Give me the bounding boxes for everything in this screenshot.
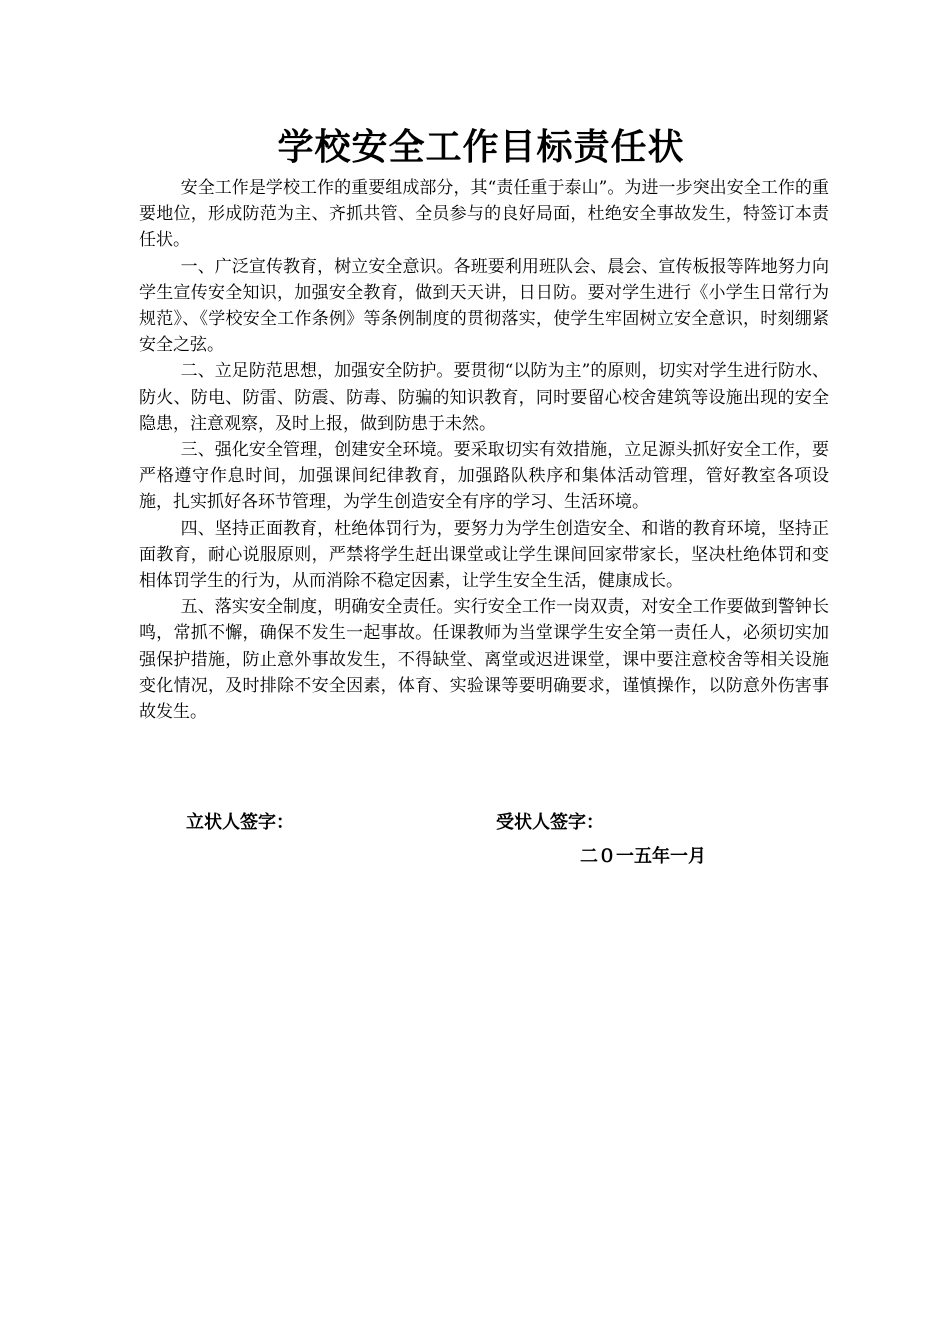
document-title: 学校安全工作目标责任状 <box>277 127 685 168</box>
paragraph-item-1: 一、广泛宣传教育，树立安全意识。各班要利用班队会、晨会、宣传板报等阵地努力向学生宣传安全知识，加强安全教育，做到天天讲，日日防。要对学生进行《小学生日常行为规范》、《学校安全工作条例》等条例制度的贯彻落实，使学生牢固树立安全意识，时刻绷紧安全之弦。 <box>139 256 829 356</box>
paragraph-item-5: 五、落实安全制度，明确安全责任。实行安全工作一岗双责，对安全工作要做到警钟长鸣，常抓不懈，确保不发生一起事故。任课教师为当堂课学生安全第一责任人，必须切实加强保护措施，防止意外事故发生，不得缺堂、离堂或迟进课堂，课中要注意校舍等相关设施变化情况，及时排除不安全因素，体育、实验课等要明确要求，谨慎操作，以防意外伤害事故发生。 <box>139 597 829 723</box>
paragraph-item-2: 二、立足防范思想，加强安全防护。要贯彻“以防为主”的原则，切实对学生进行防水、防火、防电、防雷、防震、防毒、防骗的知识教育，同时要留心校舍建筑等设施出现的安全隐患，注意观察，及时上报，做到防患于未然。 <box>139 361 829 434</box>
paragraph-intro: 安全工作是学校工作的重要组成部分，其“责任重于泰山”。为进一步突出安全工作的重要地位，形成防范为主、齐抓共管、全员参与的良好局面，杜绝安全事故发生，特签订本责任状。 <box>139 178 829 251</box>
signature-row <box>0 808 950 838</box>
document-body <box>139 175 829 725</box>
paragraph-item-3: 三、强化安全管理，创建安全环境。要采取切实有效措施，立足源头抓好安全工作，要严格遵守作息时间，加强课间纪律教育，加强路队秩序和集体活动管理，管好教室各项设施，扎实抓好各环节管理，为学生创造安全有序的学习、生活环境。 <box>139 440 829 513</box>
signer-signature-label: 立状人签字： <box>186 812 294 833</box>
recipient-signature-label: 受状人签字： <box>496 812 604 833</box>
document-date: 二０一五年一月 <box>580 846 706 867</box>
paragraph-item-4: 四、坚持正面教育，杜绝体罚行为，要努力为学生创造安全、和谐的教育环境，坚持正面教育，耐心说服原则，严禁将学生赶出课堂或让学生课间回家带家长，坚决杜绝体罚和变相体罚学生的行为，从而消除不稳定因素，让学生安全生活，健康成长。 <box>139 518 829 592</box>
